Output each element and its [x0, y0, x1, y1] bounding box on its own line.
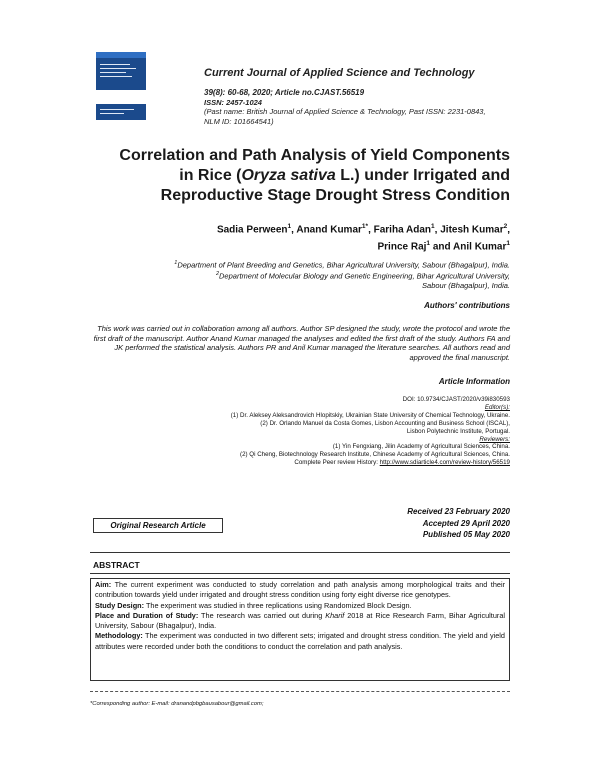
editors-label: Editor(s): — [484, 403, 510, 411]
paper-title: Correlation and Path Analysis of Yield Components in Rice (Oryza sativa L.) under Irrigated and Reproductive Stage Drought Stress Condition — [119, 147, 510, 204]
affiliation-2-cont: Sabour (Bhagalpur), India. — [422, 281, 510, 290]
reviewer-1: (1) Yin Fengxiang, Jilin Academy of Agricultural Sciences, China. — [332, 443, 510, 451]
abstract-methodology: Methodology: The experiment was conducted in two different sets; irrigated and drought stress condition. The yield and yield attributes were recorded under both the conditions to conduct the correlation and path analysis. — [95, 631, 505, 651]
publisher-logo — [96, 104, 146, 120]
doi: DOI: 10.9734/CJAST/2020/v39i830593 — [402, 396, 510, 403]
abstract-aim: Aim: The current experiment was conducted to study correlation and path analysis among morphological traits and their contribution towards yield under irrigated and drought stress condition using forty eight diverse rice genotypes. — [95, 580, 505, 600]
past-name: (Past name: British Journal of Applied Science & Technology, Past ISSN: 2231-0843, — [204, 107, 486, 116]
footnote-divider — [90, 691, 510, 692]
author: Jitesh Kumar — [440, 224, 504, 236]
publication-dates — [407, 506, 510, 541]
date-received: Received 23 February 2020 — [407, 507, 510, 516]
article-info-heading: Article Information — [438, 377, 510, 386]
journal-title: Current Journal of Applied Science and Technology — [204, 67, 475, 79]
journal-meta — [204, 88, 486, 126]
peer-review-history: Complete Peer review History: http://www.sdiarticle4.com/review-history/56519 — [294, 459, 510, 467]
peer-review-link[interactable]: http://www.sdiarticle4.com/review-history/56519 — [379, 459, 510, 467]
contributions-heading: Authors' contributions — [424, 301, 510, 310]
abstract-box — [90, 578, 510, 681]
editor-2: (2) Dr. Orlando Manuel da Costa Gomes, Lisbon Accounting and Business School (ISCAL), — [260, 419, 510, 427]
affiliation-2: $^2$Department of Molecular Biology and Genetic Engineering, Bihar Agricultural University, — [215, 271, 510, 281]
editor-2-cont: Lisbon Polytechnic Institute, Portugal. — [406, 427, 510, 435]
divider — [90, 552, 510, 553]
divider — [90, 573, 510, 574]
abstract-heading: ABSTRACT — [93, 560, 140, 570]
issn: ISSN: 2457-1024 — [204, 97, 262, 107]
reviewers-label: Reviewers: — [479, 435, 510, 443]
date-accepted: Accepted 29 April 2020 — [422, 518, 510, 528]
editor-1: (1) Dr. Aleksey Aleksandrovich Hlopitskiy, Ukrainian State University of Chemical Technology, Ukraine. — [230, 411, 510, 419]
author-list: Sadia Perween$^1$, Anand Kumar$^{1*}$, Fariha Adan$^1$, Jitesh Kumar$^2$, Prince Raj$^1$ and Anil Kumar$^1$ — [216, 223, 510, 253]
author: Prince Raj — [377, 241, 427, 253]
corresponding-author-footnote: *Corresponding author: E-mail: dranandpbgbausabour@gmail.com; — [90, 701, 264, 707]
author: Anil Kumar — [453, 241, 507, 253]
abstract-design: Study Design: The experiment was studied in three replications using Randomized Block Design. — [95, 600, 412, 610]
author: Sadia Perween — [216, 224, 288, 236]
date-published: Published 05 May 2020 — [422, 530, 510, 539]
reviewer-2: (2) Qi Cheng, Biotechnology Research Institute, Chinese Academy of Agricultural Sciences, China. — [240, 451, 510, 459]
author: Anand Kumar — [296, 224, 362, 236]
volume-line: 39(8): 60-68, 2020; Article no.CJAST.56519 — [204, 88, 365, 97]
article-info — [110, 396, 510, 467]
article-type-box: Original Research Article — [93, 518, 223, 533]
abstract-place: Place and Duration of Study: The research was carried out during Kharif 2018 at Rice Research Farm, Bihar Agricultural University, Sabour (Bhagalpur), India. — [95, 610, 505, 631]
contributions-text: This work was carried out in collaboration among all authors. Author SP designed the study, wrote the protocol and wrote the first draft of the manuscript. Author Anand Kumar managed the analyses and edited the first draft of the study. Authors FA and JK performed the statistical analysis. Authors PR and Anil Kumar managed the literature searches. All authors read and approved the final manuscript. — [93, 324, 510, 362]
affiliations — [70, 259, 510, 291]
nlm-id: NLM ID: 101664541) — [204, 116, 274, 126]
author: Fariha Adan — [373, 224, 432, 236]
affiliation-1: $^1$Department of Plant Breeding and Genetics, Bihar Agricultural University, Sabour (Bhagalpur), India. — [174, 260, 510, 270]
journal-cover-thumbnail — [96, 52, 146, 90]
